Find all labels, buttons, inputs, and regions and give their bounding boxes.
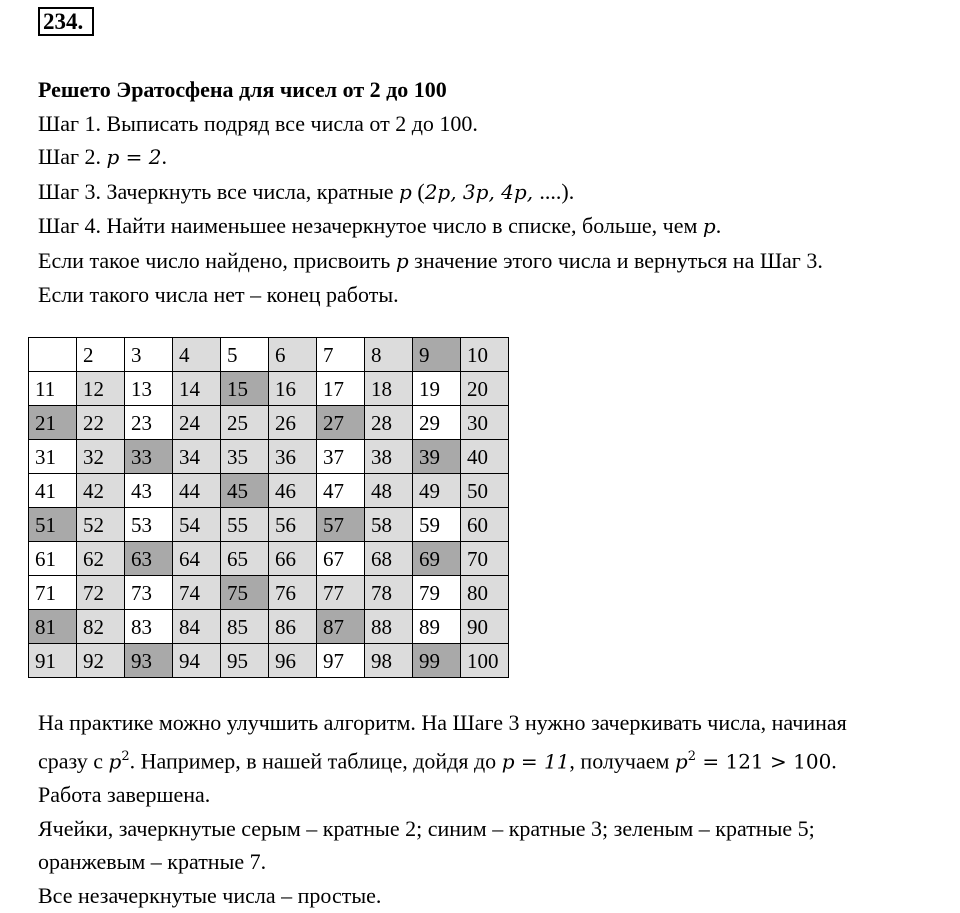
table-cell: 67 — [317, 542, 365, 576]
sieve-table-body — [29, 338, 509, 678]
table-row — [29, 542, 509, 576]
table-cell: 64 — [173, 542, 221, 576]
table-cell: 3 — [125, 338, 173, 372]
explanation-line-4: Ячейки, зачеркнутые серым – кратные 2; синим – кратные 3; зеленым – кратные 5; — [38, 815, 815, 841]
table-cell: 89 — [413, 610, 461, 644]
table-cell: 75 — [221, 576, 269, 610]
table-cell: 33 — [125, 440, 173, 474]
table-cell: 6 — [269, 338, 317, 372]
if-found-variable: p — [395, 248, 409, 273]
line-2-p: p — [108, 748, 122, 773]
table-cell: 2 — [77, 338, 125, 372]
step-4 — [38, 209, 823, 244]
table-row — [29, 644, 509, 678]
table-cell: 91 — [29, 644, 77, 678]
table-cell: 8 — [365, 338, 413, 372]
table-cell: 58 — [365, 508, 413, 542]
table-cell: 43 — [125, 474, 173, 508]
table-cell: 9 — [413, 338, 461, 372]
table-cell: 12 — [77, 372, 125, 406]
table-row — [29, 576, 509, 610]
table-cell: 23 — [125, 406, 173, 440]
step-2-formula: p = 2 — [106, 145, 162, 169]
table-cell: 14 — [173, 372, 221, 406]
table-cell: 47 — [317, 474, 365, 508]
algorithm-description — [38, 73, 823, 312]
table-cell: 21 — [29, 406, 77, 440]
table-cell: 26 — [269, 406, 317, 440]
line-2-suffix: . — [831, 747, 837, 773]
table-cell: 22 — [77, 406, 125, 440]
table-cell: 94 — [173, 644, 221, 678]
step-3-suffix: ....). — [539, 178, 575, 204]
step-3-paren: ( — [411, 178, 425, 204]
table-cell: 74 — [173, 576, 221, 610]
table-cell: 77 — [317, 576, 365, 610]
if-found-suffix: значение этого числа и вернуться на Шаг 3. — [408, 247, 823, 273]
table-cell: 11 — [29, 372, 77, 406]
explanation — [38, 706, 847, 912]
table-cell: 53 — [125, 508, 173, 542]
line-2-prefix: сразу с — [38, 747, 109, 773]
table-cell: 69 — [413, 542, 461, 576]
step-2-suffix: . — [161, 144, 167, 169]
table-cell: 100 — [461, 644, 509, 678]
step-4-suffix: . — [715, 213, 722, 238]
table-cell: 97 — [317, 644, 365, 678]
table-cell: 20 — [461, 372, 509, 406]
table-cell: 72 — [77, 576, 125, 610]
table-cell: 17 — [317, 372, 365, 406]
table-cell: 32 — [77, 440, 125, 474]
table-cell: 28 — [365, 406, 413, 440]
line-2-exponent-2: 2 — [687, 748, 696, 764]
table-cell: 68 — [365, 542, 413, 576]
table-row — [29, 474, 509, 508]
table-cell: 59 — [413, 508, 461, 542]
table-cell: 35 — [221, 440, 269, 474]
table-row — [29, 440, 509, 474]
table-cell: 40 — [461, 440, 509, 474]
table-cell: 65 — [221, 542, 269, 576]
table-cell: 37 — [317, 440, 365, 474]
table-cell: 96 — [269, 644, 317, 678]
table-cell: 79 — [413, 576, 461, 610]
step-2-prefix: Шаг 2. — [38, 144, 107, 169]
table-cell — [29, 338, 77, 372]
table-row — [29, 508, 509, 542]
sieve-table — [28, 337, 509, 678]
table-cell: 55 — [221, 508, 269, 542]
table-cell: 5 — [221, 338, 269, 372]
table-cell: 56 — [269, 508, 317, 542]
table-cell: 13 — [125, 372, 173, 406]
table-cell: 42 — [77, 474, 125, 508]
line-2-p-square: p — [674, 748, 688, 773]
table-cell: 80 — [461, 576, 509, 610]
step-1: Шаг 1. Выписать подряд все числа от 2 до 100. — [38, 110, 478, 136]
table-cell: 19 — [413, 372, 461, 406]
table-cell: 98 — [365, 644, 413, 678]
table-cell: 63 — [125, 542, 173, 576]
table-cell: 84 — [173, 610, 221, 644]
explanation-line-2 — [38, 740, 847, 779]
table-cell: 54 — [173, 508, 221, 542]
line-2-mid: . Например, в нашей таблице, дойдя до — [129, 747, 502, 773]
explanation-line-1: На практике можно улучшить алгоритм. На Шаге 3 нужно зачеркивать числа, начиная — [38, 710, 847, 735]
explanation-line-6: Все незачеркнутые числа – простые. — [38, 882, 382, 908]
step-4-variable: p — [702, 214, 716, 238]
table-cell: 51 — [29, 508, 77, 542]
table-cell: 83 — [125, 610, 173, 644]
step-3-variable: p — [399, 179, 412, 204]
line-2-inequality: = 121 > 100 — [696, 748, 832, 773]
table-cell: 16 — [269, 372, 317, 406]
table-cell: 39 — [413, 440, 461, 474]
explanation-line-5: оранжевым – кратные 7. — [38, 849, 267, 875]
line-2-exponent: 2 — [121, 748, 130, 764]
table-cell: 36 — [269, 440, 317, 474]
table-cell: 38 — [365, 440, 413, 474]
table-cell: 31 — [29, 440, 77, 474]
table-cell: 24 — [173, 406, 221, 440]
table-cell: 41 — [29, 474, 77, 508]
step-4-prefix: Шаг 4. Найти наименьшее незачеркнутое число в списке, больше, чем — [38, 213, 703, 238]
table-cell: 73 — [125, 576, 173, 610]
table-cell: 93 — [125, 644, 173, 678]
table-cell: 7 — [317, 338, 365, 372]
table-cell: 15 — [221, 372, 269, 406]
table-cell: 92 — [77, 644, 125, 678]
table-row — [29, 610, 509, 644]
table-row — [29, 372, 509, 406]
if-found-line — [38, 244, 823, 279]
table-cell: 60 — [461, 508, 509, 542]
table-cell: 4 — [173, 338, 221, 372]
table-cell: 61 — [29, 542, 77, 576]
table-cell: 85 — [221, 610, 269, 644]
table-cell: 99 — [413, 644, 461, 678]
if-not-found-line: Если такого числа нет – конец работы. — [38, 282, 399, 307]
table-cell: 25 — [221, 406, 269, 440]
table-cell: 49 — [413, 474, 461, 508]
table-row — [29, 406, 509, 440]
table-cell: 52 — [77, 508, 125, 542]
table-cell: 44 — [173, 474, 221, 508]
table-cell: 10 — [461, 338, 509, 372]
table-cell: 48 — [365, 474, 413, 508]
section-heading: Решето Эратосфена для чисел от 2 до 100 — [38, 77, 447, 102]
table-cell: 57 — [317, 508, 365, 542]
table-cell: 27 — [317, 406, 365, 440]
table-cell: 45 — [221, 474, 269, 508]
table-cell: 82 — [77, 610, 125, 644]
table-cell: 62 — [77, 542, 125, 576]
table-cell: 30 — [461, 406, 509, 440]
if-found-prefix: Если такое число найдено, присвоить — [38, 247, 396, 273]
line-2-mid2: , получаем — [569, 747, 675, 773]
line-2-equation: p = 11 — [501, 748, 570, 773]
table-cell: 50 — [461, 474, 509, 508]
step-3-prefix: Шаг 3. Зачеркнуть все числа, кратные — [38, 178, 400, 204]
table-cell: 46 — [269, 474, 317, 508]
step-3-multiples: 2p, 3p, 4p, — [424, 179, 540, 204]
table-cell: 81 — [29, 610, 77, 644]
table-row — [29, 338, 509, 372]
table-cell: 34 — [173, 440, 221, 474]
explanation-line-3: Работа завершена. — [38, 782, 211, 808]
table-cell: 18 — [365, 372, 413, 406]
table-cell: 90 — [461, 610, 509, 644]
table-cell: 87 — [317, 610, 365, 644]
table-cell: 29 — [413, 406, 461, 440]
table-cell: 66 — [269, 542, 317, 576]
table-cell: 86 — [269, 610, 317, 644]
table-cell: 95 — [221, 644, 269, 678]
table-cell: 70 — [461, 542, 509, 576]
step-2 — [38, 140, 823, 175]
table-cell: 78 — [365, 576, 413, 610]
table-cell: 76 — [269, 576, 317, 610]
step-3 — [38, 175, 823, 210]
table-cell: 88 — [365, 610, 413, 644]
table-cell: 71 — [29, 576, 77, 610]
task-number: 234. — [38, 7, 94, 36]
